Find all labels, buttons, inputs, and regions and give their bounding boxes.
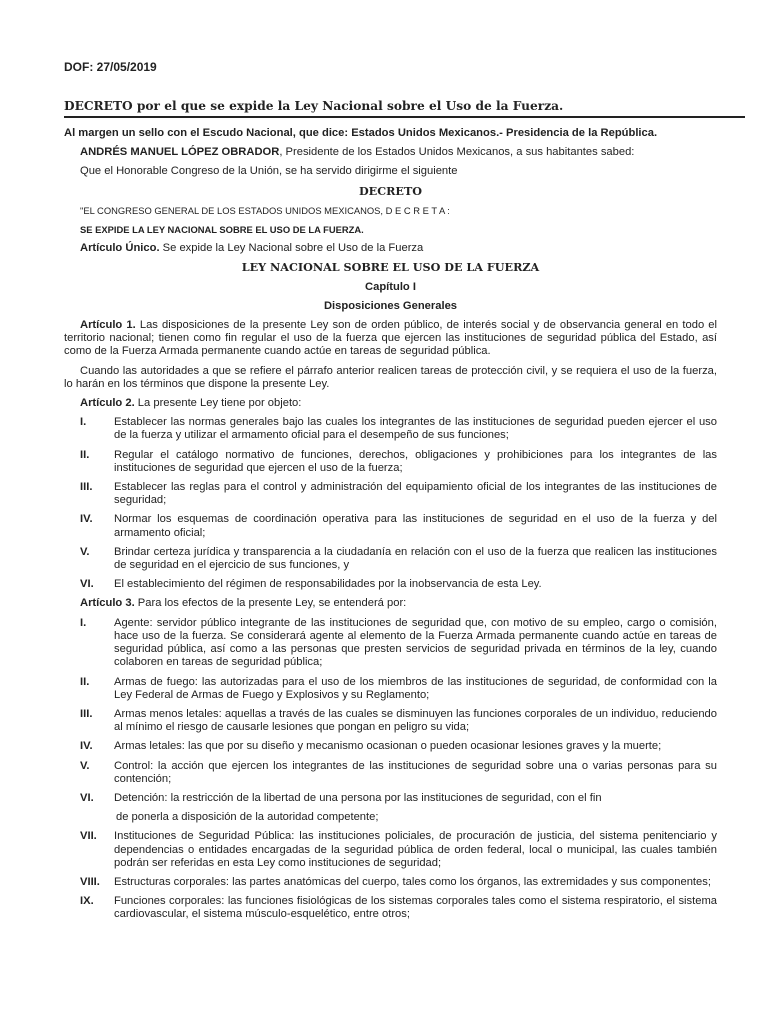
- article-1-paragraph-2: Cuando las autoridades a que se refiere el párrafo anterior realicen tareas de protección civil, y se requiera el uso de la fuerza, lo harán en los términos que dispone la presente Ley.: [64, 364, 717, 390]
- article-3: [64, 597, 717, 610]
- item-number: VIII.: [80, 875, 100, 888]
- article-2-item: [64, 546, 717, 572]
- article-3-item: [64, 830, 717, 870]
- articulo-unico-label: Artículo Único.: [80, 242, 160, 255]
- title-divider: [64, 116, 745, 118]
- item-text: Estructuras corporales: las partes anatómicas del cuerpo, tales como los órganos, las extremidades y sus componentes;: [114, 875, 711, 888]
- item-number: IX.: [80, 895, 94, 908]
- item-number: II.: [80, 448, 90, 461]
- article-1-text: Las disposiciones de la presente Ley son de orden público, de interés social y de observancia general en todo el territorio nacional; tienen como fin regular el uso de la fuerza que ejercen las instituciones de seguridad pública del Estado, así como de la Fuerza Armada permanente cuando actúe en tareas de seguridad pública.: [64, 319, 717, 358]
- article-3-item: [64, 617, 717, 670]
- item-number: VI.: [80, 578, 94, 591]
- president-name: ANDRÉS MANUEL LÓPEZ OBRADOR: [80, 146, 280, 159]
- item-text: Brindar certeza jurídica y transparencia a la ciudadanía en relación con el uso de la fuerza que realicen las instituciones de seguridad en el ejercicio de sus funciones, y: [114, 545, 717, 572]
- articulo-unico: [64, 242, 717, 255]
- articulo-unico-text: Se expide la Ley Nacional sobre el Uso de la Fuerza: [159, 242, 424, 255]
- item-number: VII.: [80, 830, 97, 843]
- document-body: [64, 127, 717, 928]
- item-number: V.: [80, 545, 90, 558]
- item-text: Agente: servidor público integrante de las instituciones de seguridad que, con motivo de su empleo, cargo o comisión, hace uso de la fuerza. Se considerará agente al elemento de la Fuerza Armada permanente cuando actúe en tareas de seguridad pública, así como a las personas que presten servicios de seguridad privada en términos de la ley, cuando colaboren en tareas de seguridad pública;: [114, 616, 717, 669]
- item-text: Establecer las normas generales bajo las cuales los integrantes de las instituciones de seguridad pueden ejercer el uso de la fuerza y utilizar el armamento oficial para el desempeño de sus funciones;: [114, 416, 717, 442]
- margin-note: Al margen un sello con el Escudo Nacional, que dice: Estados Unidos Mexicanos.- Presidencia de la República.: [64, 127, 658, 139]
- chapter-heading: Capítulo I: [365, 280, 416, 293]
- article-2-item: [64, 481, 717, 507]
- item-number: V.: [80, 759, 90, 772]
- decreto-heading: DECRETO: [358, 183, 423, 198]
- article-2-item: [64, 513, 717, 539]
- expide-line: SE EXPIDE LA LEY NACIONAL SOBRE EL USO DE LA FUERZA.: [80, 224, 364, 236]
- article-3-item: [64, 740, 717, 753]
- item-number: III.: [80, 481, 93, 494]
- item-number: I.: [80, 416, 87, 429]
- item-number: VI.: [80, 791, 94, 804]
- decreta-line: "EL CONGRESO GENERAL DE LOS ESTADOS UNIDOS MEXICANOS, D E C R E T A :: [80, 204, 450, 216]
- article-3-item: [64, 895, 717, 921]
- item-number: II.: [80, 675, 90, 688]
- item-text: Funciones corporales: las funciones fisiológicas de los sistemas corporales tales como el sistema respiratorio, el sistema cardiovascular, el sistema músculo-esquelético, entre otros;: [114, 895, 717, 921]
- item-text: Regular el catálogo normativo de funciones, derechos, obligaciones y prohibiciones para los integrantes de las instituciones de seguridad que ejercen el uso de la fuerza;: [114, 448, 717, 474]
- article-2: [64, 397, 717, 410]
- article-3-item: [64, 792, 717, 805]
- president-paragraph: [64, 146, 717, 159]
- item-number: I.: [80, 616, 87, 629]
- article-3-item: [64, 876, 717, 889]
- article-3-text: Para los efectos de la presente Ley, se entenderá por:: [134, 597, 407, 610]
- article-3-item: [64, 676, 717, 702]
- article-2-item: [64, 578, 717, 591]
- item-text: Detención: la restricción de la libertad de una persona por las instituciones de seguridad, con el fin: [114, 791, 602, 804]
- article-2-text: La presente Ley tiene por objeto:: [134, 397, 302, 410]
- item-text: Armas de fuego: las autorizadas para el uso de los miembros de las instituciones de seguridad, de conformidad con la Ley Federal de Armas de Fuego y Explosivos y su Reglamento;: [114, 675, 717, 701]
- item-text: Normar los esquemas de coordinación operativa para las instituciones de seguridad en el uso de la fuerza y del armamento oficial;: [114, 513, 717, 539]
- congress-paragraph: Que el Honorable Congreso de la Unión, se ha servido dirigirme el siguiente: [80, 165, 458, 178]
- item-text: Control: la acción que ejercen los integrantes de las instituciones de seguridad sobre una o varias personas para su contención;: [114, 759, 717, 785]
- article-3-item: [64, 708, 717, 734]
- item-text: Establecer las reglas para el control y administración del equipamiento oficial de los integrantes de las instituciones de seguridad;: [114, 481, 717, 507]
- dof-date: DOF: 27/05/2019: [64, 60, 157, 74]
- item-number: III.: [80, 707, 93, 720]
- article-2-item: [64, 416, 717, 442]
- item-number: IV.: [80, 740, 93, 753]
- item-number: IV.: [80, 513, 93, 526]
- article-2-label: Artículo 2.: [80, 397, 135, 410]
- article-2-item: [64, 449, 717, 475]
- item-text: Instituciones de Seguridad Pública: las instituciones policiales, de procuración de justicia, del sistema penitenciario y dependencias o entidades encargadas de la seguridad pública de orden federal, local o municipal, las cuales también podrán ser referidas en esta Ley como instituciones de seguridad;: [114, 830, 717, 869]
- article-1: [64, 319, 717, 359]
- article-1-label: Artículo 1.: [80, 319, 136, 332]
- item-text: Armas letales: las que por su diseño y mecanismo ocasionan o pueden ocasionar lesiones graves y la muerte;: [114, 740, 662, 753]
- item-text: Armas menos letales: aquellas a través de las cuales se disminuyen las funciones corporales de un individuo, reduciendo al mínimo el riesgo de causarle lesiones que pongan en peligro su vida;: [114, 707, 717, 734]
- article-3-label: Artículo 3.: [80, 597, 135, 610]
- item-text: El establecimiento del régimen de responsabilidades por la inobservancia de esta Ley.: [114, 578, 542, 591]
- item-continuation: de ponerla a disposición de la autoridad competente;: [116, 811, 379, 824]
- law-title: LEY NACIONAL SOBRE EL USO DE LA FUERZA: [241, 260, 540, 275]
- section-heading: Disposiciones Generales: [323, 299, 458, 312]
- article-3-item: [64, 760, 717, 786]
- decree-title: DECRETO por el que se expide la Ley Nacional sobre el Uso de la Fuerza.: [64, 99, 564, 113]
- president-text: , Presidente de los Estados Unidos Mexicanos, a sus habitantes sabed:: [279, 146, 635, 159]
